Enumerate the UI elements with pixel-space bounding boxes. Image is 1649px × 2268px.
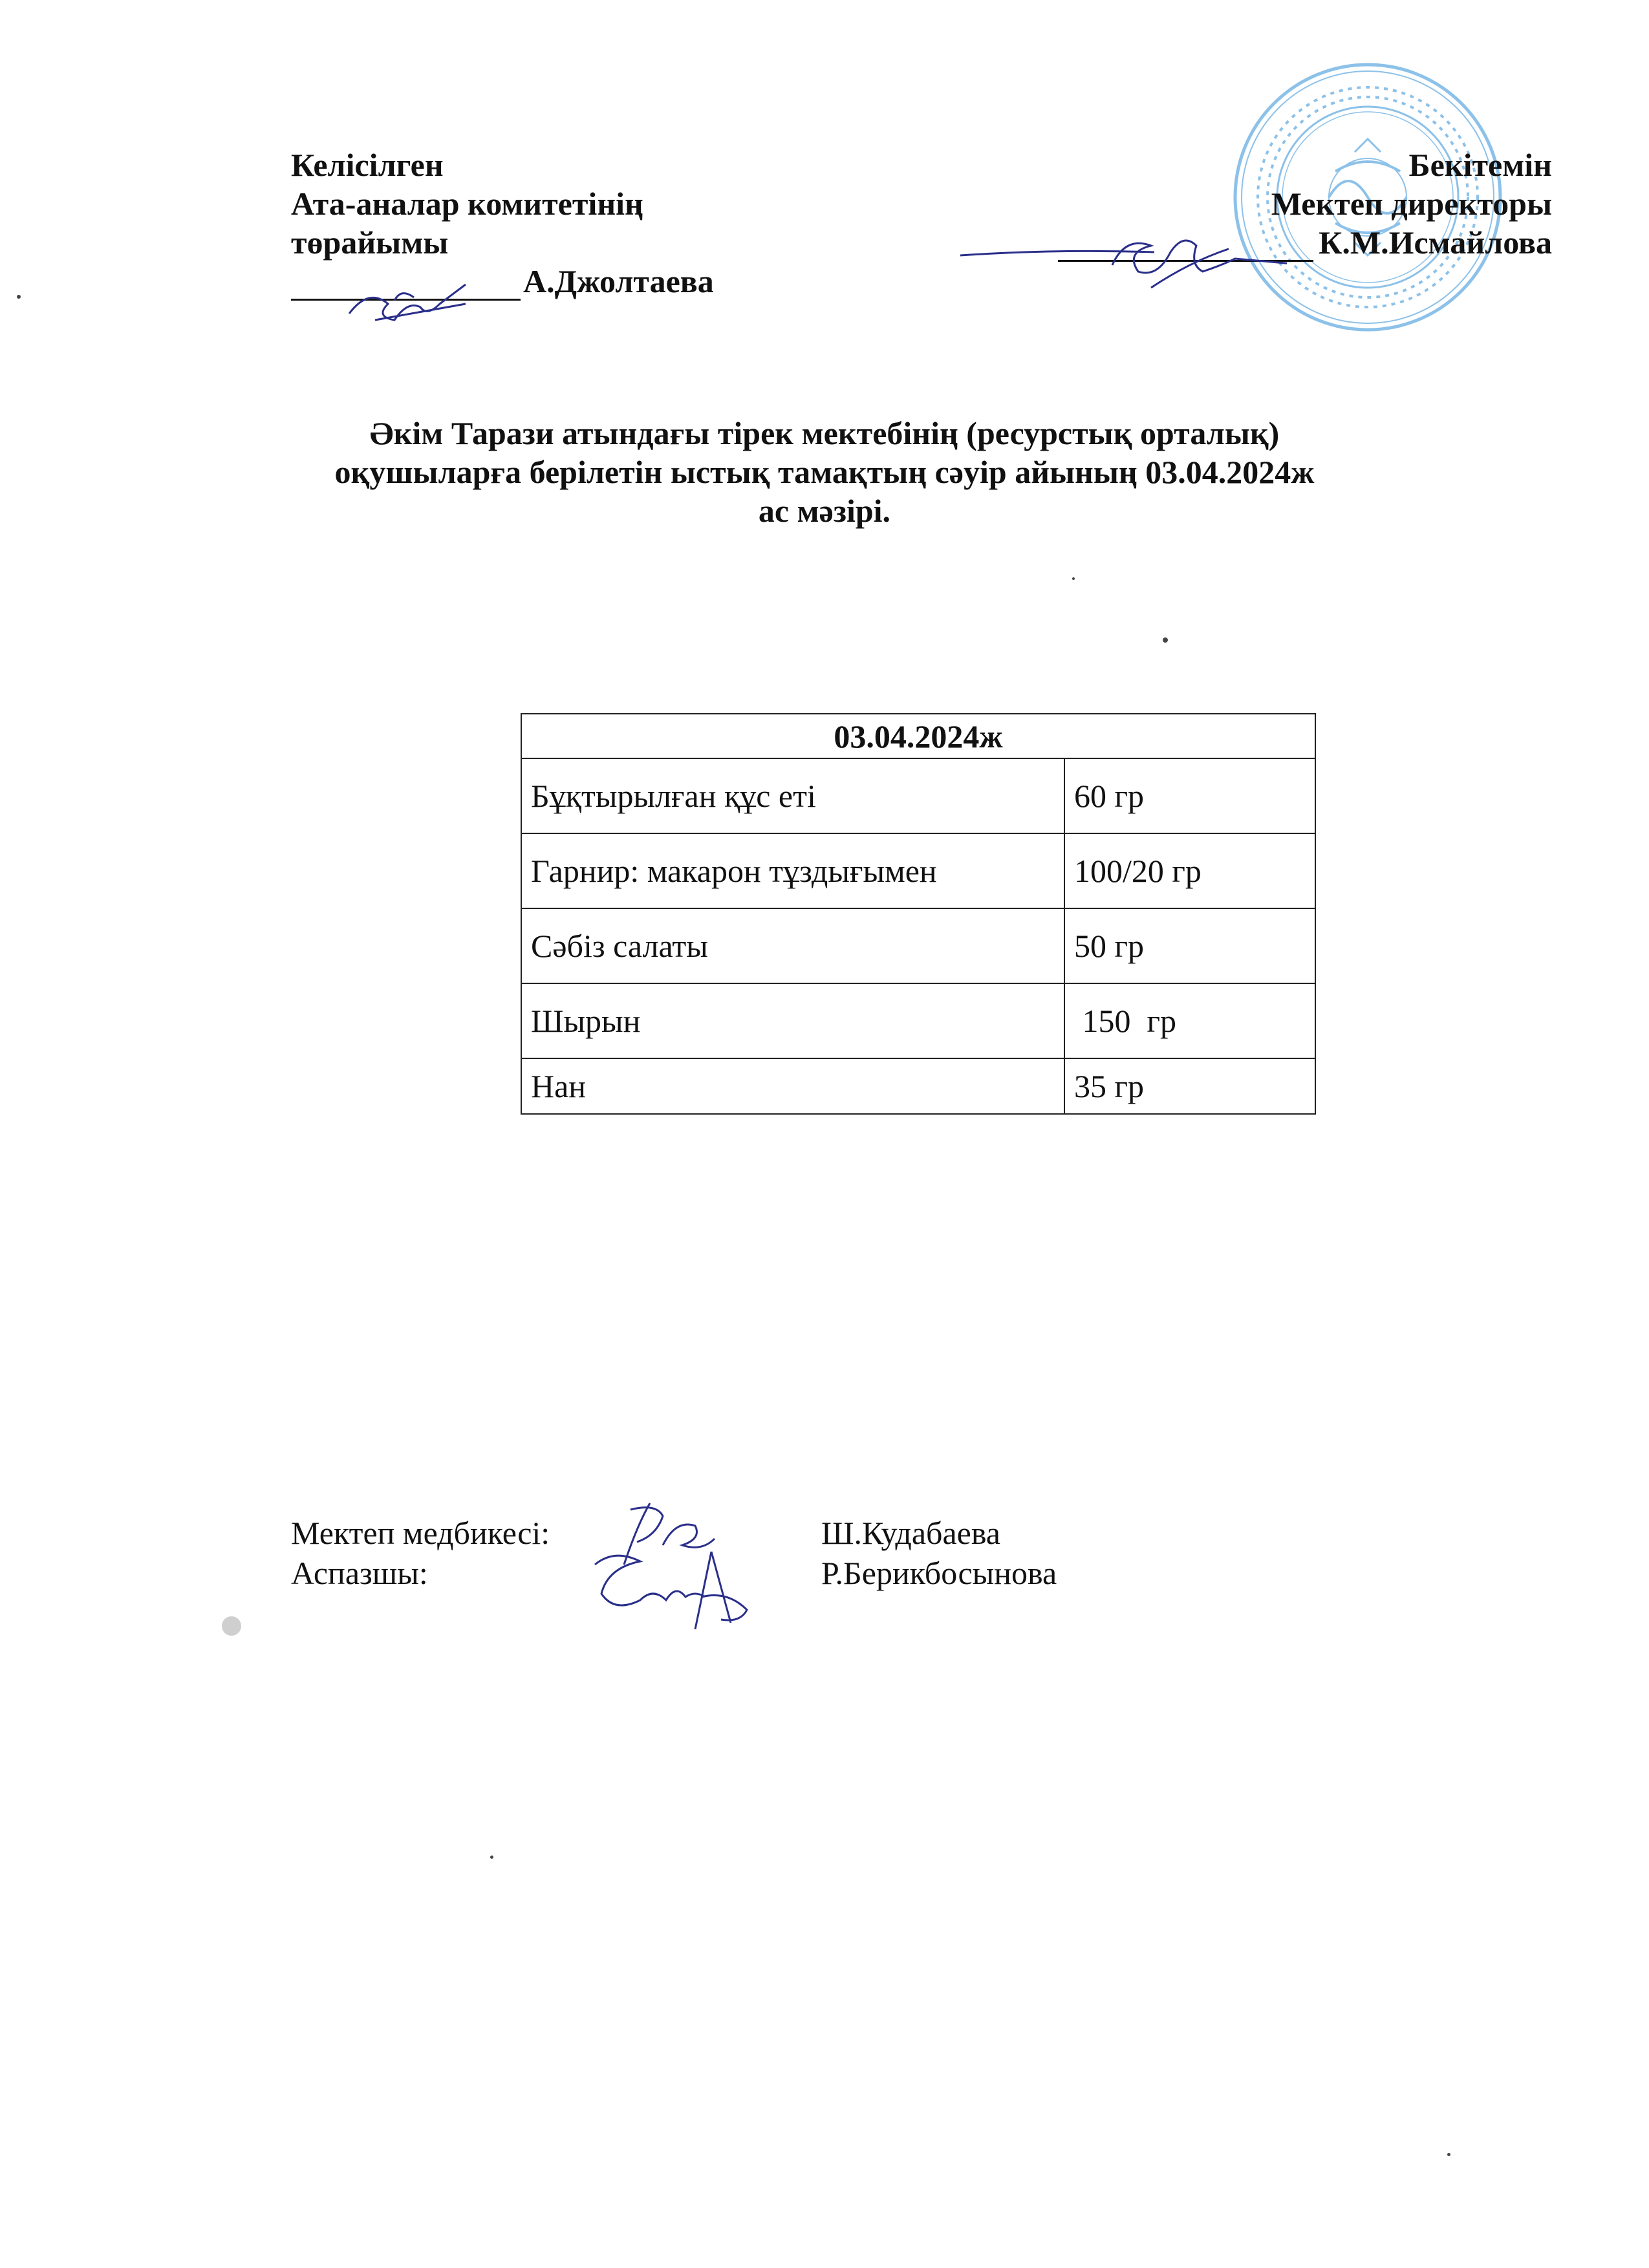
title-line-3: ас мәзірі. xyxy=(758,493,891,529)
scan-smudge xyxy=(222,1616,241,1636)
title-line-2: оқушыларға берілетін ыстық тамақтың сәуір айының 03.04.2024ж xyxy=(334,454,1315,490)
dish-name: Бұқтырылған құс еті xyxy=(521,758,1064,833)
table-row xyxy=(521,1058,1315,1114)
scan-speck xyxy=(1447,2153,1450,2156)
dish-name: Нан xyxy=(521,1058,1064,1114)
menu-title xyxy=(0,414,1649,530)
director-name: К.М.Исмайлова xyxy=(1319,224,1552,261)
chairperson-handwritten-signature xyxy=(336,275,491,333)
scan-speck xyxy=(490,1856,493,1859)
scan-speck xyxy=(1163,637,1168,643)
cook-role: Аспазшы: xyxy=(291,1555,428,1591)
dish-portion: 60 гр xyxy=(1064,758,1315,833)
approved-label: Бекітемін xyxy=(1408,147,1552,183)
title-line-1: Әкім Тарази атындағы тірек мектебінің (ресурстық орталық) xyxy=(369,415,1280,451)
dish-portion: 100/20 гр xyxy=(1064,833,1315,908)
table-row xyxy=(521,983,1315,1058)
cook-name: Р.Берикбосынова xyxy=(821,1555,1057,1591)
dish-name: Сәбіз салаты xyxy=(521,908,1064,983)
agreed-label: Келісілген xyxy=(291,147,444,183)
dish-portion: 35 гр xyxy=(1064,1058,1315,1114)
cook-handwritten-signature xyxy=(588,1545,763,1642)
table-row xyxy=(521,758,1315,833)
director-label: Мектеп директоры xyxy=(1271,186,1552,222)
dish-portion: 150 гр xyxy=(1064,983,1315,1058)
nurse-name: Ш.Кудабаева xyxy=(821,1515,1000,1551)
director-handwritten-signature xyxy=(957,230,1287,301)
scan-speck xyxy=(1072,577,1075,580)
table-header-row xyxy=(521,714,1315,758)
table-row xyxy=(521,833,1315,908)
table-row xyxy=(521,908,1315,983)
parents-committee-label: Ата-аналар комитетінің xyxy=(291,186,643,222)
date-header: 03.04.2024ж xyxy=(521,714,1315,758)
dish-name: Гарнир: макарон тұздығымен xyxy=(521,833,1064,908)
chairperson-label: төрайымы xyxy=(291,224,449,261)
dish-name: Шырын xyxy=(521,983,1064,1058)
scan-speck xyxy=(17,295,21,299)
menu-table xyxy=(521,713,1316,1115)
chairperson-name: А.Джолтаева xyxy=(523,263,714,299)
dish-portion: 50 гр xyxy=(1064,908,1315,983)
nurse-role: Мектеп медбикесі: xyxy=(291,1515,550,1551)
